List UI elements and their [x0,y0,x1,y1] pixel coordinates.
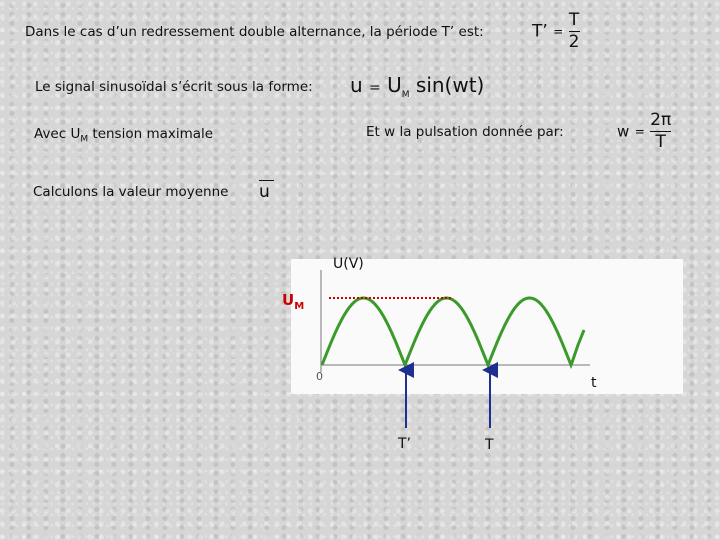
line-signal-form: Le signal sinusoïdal s’écrit sous la forme: [35,79,313,95]
formula-period-num: T [568,10,580,30]
formula-signal-func: sin(wt) [415,73,485,97]
umax-label [282,291,304,312]
t-axis-label: t [591,375,597,391]
formula-pulsation-eq: = [634,124,645,139]
line-umax-post: tension maximale [88,126,214,142]
formula-period-eq: = [553,24,564,39]
formula-signal-U: U [387,73,402,97]
line-period-intro: Dans le cas d’un redressement double alternance, la période T’ est: [25,24,484,40]
formula-period-den: 2 [568,32,580,52]
formula-pulsation-num: 2π [650,110,672,130]
umax-label-U: U [282,291,295,309]
formula-pulsation-den: T [655,132,666,152]
line-pulsation: Et w la pulsation donnée par: [366,124,564,140]
line-umax-sub: M [80,134,89,145]
origin-label: 0 [316,370,323,383]
line-mean-value: Calculons la valeur moyenne [33,184,229,200]
umax-label-sub: M [294,301,305,312]
line-umax-pre: Avec U [34,126,81,142]
arrow-t-prime-label: T’ [398,436,412,452]
arrow-t-label: T [485,437,494,453]
y-axis-label: U(V) [333,256,364,272]
formula-pulsation-w: w [617,122,630,141]
formula-signal-u: u [350,73,363,97]
formula-signal-eq: = [369,80,381,96]
mean-symbol-u: u [259,182,270,202]
formula-period-lhs: T’ [532,21,548,42]
formula-signal-U-sub: M [401,90,410,100]
rectified-sine-wave [322,298,584,365]
